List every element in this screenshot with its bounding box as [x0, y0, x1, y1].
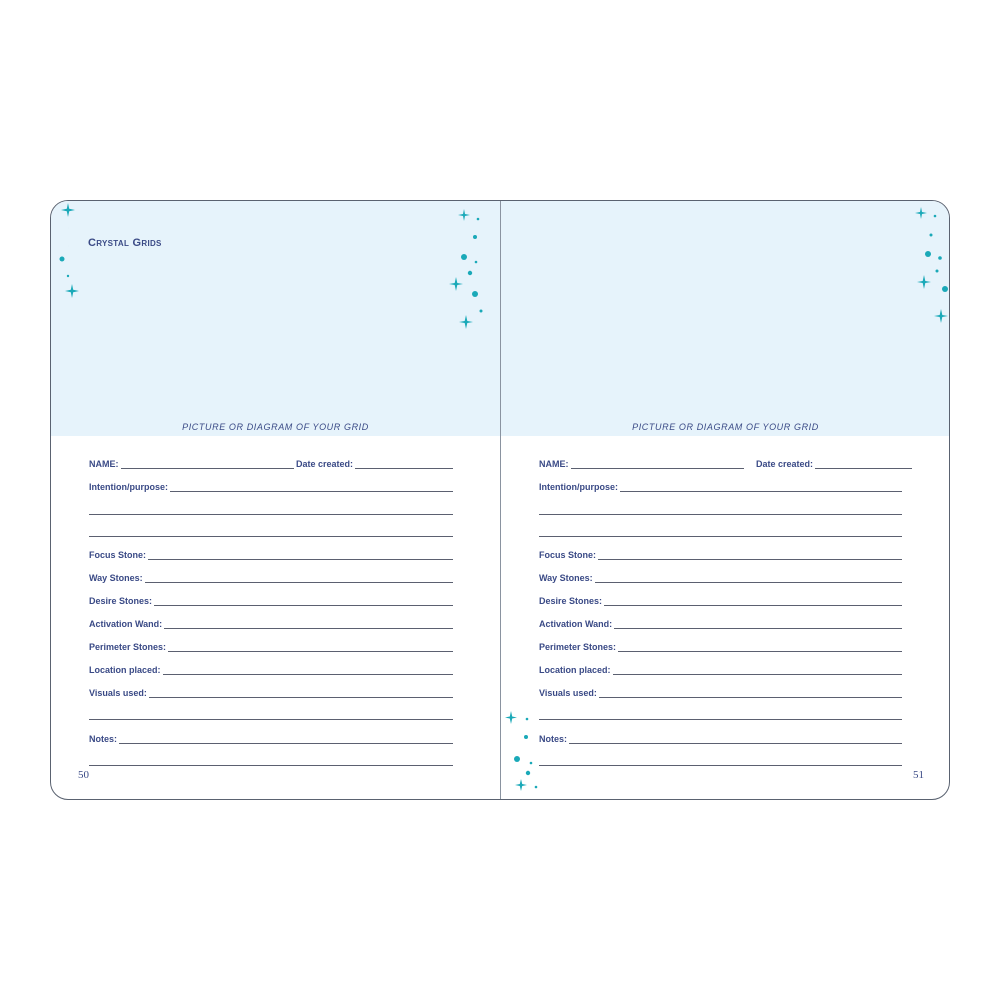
notes-row [89, 732, 453, 744]
right-page [501, 201, 950, 799]
way-field[interactable] [145, 573, 453, 583]
focus-row [539, 548, 902, 560]
perimeter-row [539, 640, 902, 652]
sparkle-cluster-icon [909, 205, 949, 329]
intention-row [89, 480, 453, 492]
page-number: 51 [913, 769, 924, 781]
focus-row [89, 548, 453, 560]
intention-field[interactable] [170, 482, 453, 492]
notes-label: Notes: [89, 734, 118, 744]
way-row [539, 571, 902, 583]
notebook-spread [50, 200, 950, 800]
sparkle-cluster-icon [503, 709, 543, 795]
focus-label: Focus Stone: [539, 550, 597, 560]
wand-label: Activation Wand: [539, 619, 613, 629]
visuals-row [539, 686, 902, 698]
name-row [539, 457, 744, 469]
grid-diagram-area[interactable] [501, 201, 950, 436]
focus-field[interactable] [148, 550, 453, 560]
diagram-caption: PICTURE OR DIAGRAM OF YOUR GRID [632, 422, 819, 432]
left-page [51, 201, 500, 799]
intention-line-3[interactable] [89, 536, 453, 537]
wand-row [89, 617, 453, 629]
location-field[interactable] [163, 665, 453, 675]
intention-row [539, 480, 902, 492]
date-label: Date created: [756, 459, 814, 469]
way-field[interactable] [595, 573, 902, 583]
way-row [89, 571, 453, 583]
visuals-row [89, 686, 453, 698]
date-row [756, 457, 912, 469]
visuals-line-2[interactable] [539, 719, 902, 720]
location-row [539, 663, 902, 675]
wand-field[interactable] [164, 619, 453, 629]
location-field[interactable] [613, 665, 902, 675]
diagram-caption: PICTURE OR DIAGRAM OF YOUR GRID [182, 422, 369, 432]
name-label: NAME: [539, 459, 569, 469]
page-title: Crystal Grids [88, 237, 162, 249]
notes-line-2[interactable] [539, 765, 902, 766]
perimeter-field[interactable] [618, 642, 902, 652]
way-label: Way Stones: [539, 573, 593, 583]
date-label: Date created: [296, 459, 354, 469]
visuals-label: Visuals used: [539, 688, 597, 698]
visuals-label: Visuals used: [89, 688, 147, 698]
sparkle-star-icon [61, 203, 75, 217]
way-label: Way Stones: [89, 573, 143, 583]
notes-field[interactable] [119, 734, 453, 744]
intention-line-3[interactable] [539, 536, 902, 537]
wand-row [539, 617, 902, 629]
intention-label: Intention/purpose: [539, 482, 618, 492]
name-field[interactable] [571, 459, 745, 469]
visuals-field[interactable] [599, 688, 902, 698]
desire-label: Desire Stones: [539, 596, 603, 606]
visuals-line-2[interactable] [89, 719, 453, 720]
sparkle-star-icon [65, 284, 79, 298]
wand-field[interactable] [614, 619, 902, 629]
perimeter-row [89, 640, 453, 652]
intention-line-2[interactable] [539, 514, 902, 515]
visuals-field[interactable] [149, 688, 453, 698]
intention-line-2[interactable] [89, 514, 453, 515]
desire-row [539, 594, 902, 606]
notes-label: Notes: [539, 734, 568, 744]
perimeter-label: Perimeter Stones: [89, 642, 167, 652]
focus-field[interactable] [598, 550, 902, 560]
date-field[interactable] [355, 459, 453, 469]
desire-row [89, 594, 453, 606]
notes-line-2[interactable] [89, 765, 453, 766]
wand-label: Activation Wand: [89, 619, 163, 629]
date-row [296, 457, 453, 469]
location-label: Location placed: [539, 665, 611, 675]
sparkle-cluster-icon [446, 207, 490, 335]
name-row [89, 457, 294, 469]
location-row [89, 663, 453, 675]
desire-field[interactable] [154, 596, 453, 606]
intention-label: Intention/purpose: [89, 482, 168, 492]
name-field[interactable] [121, 459, 295, 469]
notes-field[interactable] [569, 734, 902, 744]
name-label: NAME: [89, 459, 119, 469]
perimeter-field[interactable] [168, 642, 453, 652]
notes-row [539, 732, 902, 744]
focus-label: Focus Stone: [89, 550, 147, 560]
date-field[interactable] [815, 459, 912, 469]
location-label: Location placed: [89, 665, 161, 675]
dot-icon [59, 256, 79, 282]
page-number: 50 [78, 769, 89, 781]
desire-field[interactable] [604, 596, 902, 606]
perimeter-label: Perimeter Stones: [539, 642, 617, 652]
desire-label: Desire Stones: [89, 596, 153, 606]
intention-field[interactable] [620, 482, 902, 492]
